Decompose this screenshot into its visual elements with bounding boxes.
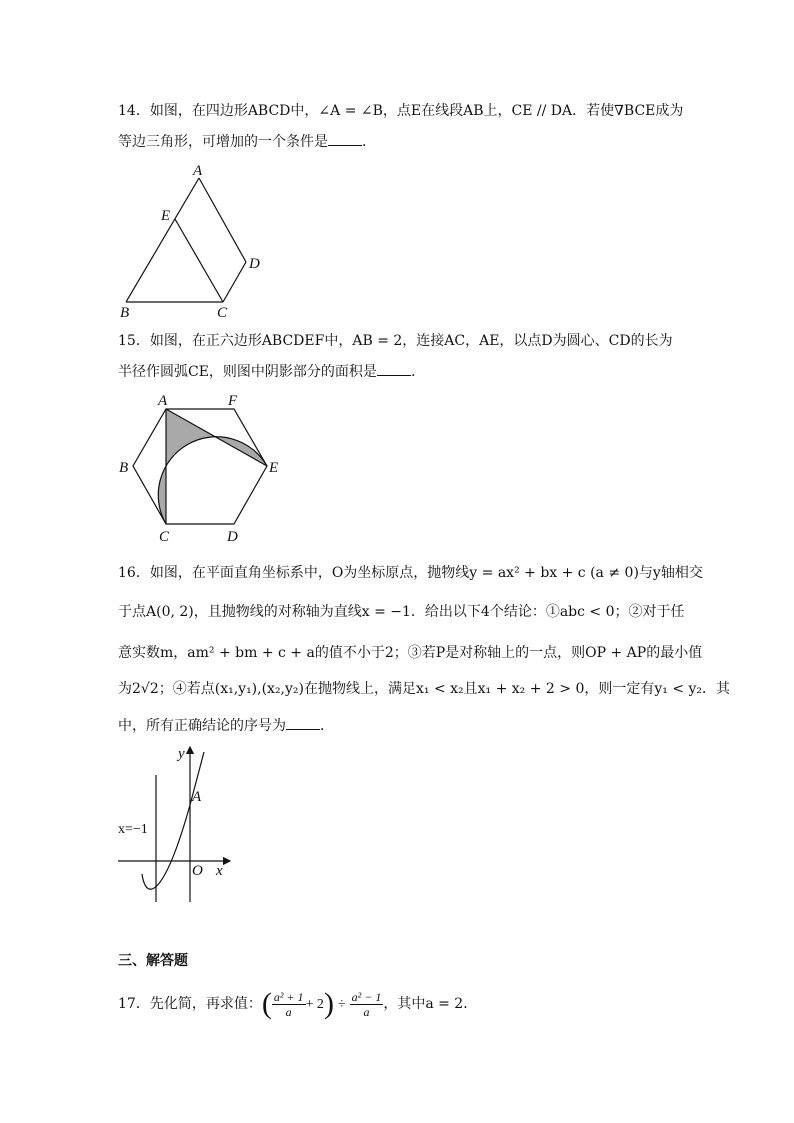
- q14-label-b: B: [120, 305, 130, 321]
- q15-figure: [114, 390, 294, 550]
- q16-text-line4: 为2√2；④若点(x₁,y₁),(x₂,y₂)在抛物线上，满足x₁ < x₂且x₁ + x₂ + 2 > 0，则一定有y₁ < y₂．其: [118, 681, 731, 697]
- q16-text-line5-body: 中，所有正确结论的序号为: [118, 718, 286, 734]
- q14-edge-ec: [175, 219, 223, 302]
- q17-frac2-numerator: a² − 1: [351, 989, 382, 1004]
- q17-frac1-denominator: a: [285, 1004, 292, 1019]
- q14-answer-blank[interactable]: [328, 133, 362, 146]
- q16-text-line5-end: ．: [320, 718, 334, 734]
- q15-label-d: D: [227, 529, 238, 545]
- q15-hexagon: [133, 409, 267, 524]
- q14-text-line2-end: ．: [362, 134, 376, 150]
- q15-text-line1: 15．如图，在正六边形ABCDEF中，AB = 2，连接AC，AE，以点D为圆心、CD的长为: [118, 333, 673, 349]
- q15-label-c: C: [159, 529, 170, 545]
- q16-text-line2: 于点A(0, 2)，且抛物线的对称轴为直线x = −1．给出以下4个结论：①abc < 0；②对于任: [118, 604, 685, 620]
- q14-edge-da: [199, 178, 246, 262]
- q16-label-axis: x=−1: [118, 822, 148, 837]
- q15-text-line2-body: 半径作圆弧CE，则图中阴影部分的面积是: [118, 364, 377, 380]
- q16-text-line1: 16．如图，在平面直角坐标系中，O为坐标原点，抛物线y = ax² + bx + c (a ≠ 0)与y轴相交: [118, 565, 703, 581]
- q15-label-f: F: [228, 393, 238, 409]
- q17-divide-sign: ÷: [337, 997, 346, 1012]
- q14-label-c: C: [217, 305, 228, 321]
- q14-text-line2-body: 等边三角形，可增加的一个条件是: [118, 134, 328, 150]
- q16-label-o: O: [192, 863, 203, 879]
- q16-label-y: y: [178, 746, 185, 762]
- q17-fraction-1: [272, 990, 306, 1019]
- q16-figure: [112, 742, 242, 907]
- q17-suffix: ，其中a = 2．: [383, 996, 478, 1012]
- q15-text-line2: [118, 362, 425, 382]
- q14-figure: [112, 160, 272, 322]
- q16-text-line5: [118, 716, 334, 736]
- q15-label-a: A: [158, 393, 168, 409]
- q14-edge-ab: [126, 178, 199, 302]
- q15-text-line2-end: ．: [410, 364, 425, 380]
- q14-text-line2: [118, 132, 376, 152]
- q16-answer-blank[interactable]: [286, 717, 320, 730]
- q14-edge-cd: [223, 262, 246, 302]
- q17-left-paren: (: [261, 987, 272, 1020]
- q15-label-e: E: [269, 460, 279, 476]
- q16-label-a: A: [192, 789, 202, 805]
- q14-label-e: E: [161, 208, 171, 224]
- q17-prefix: 17．先化简，再求值：: [118, 996, 262, 1012]
- q17-plus-two: + 2: [305, 997, 324, 1012]
- q14-label-a: A: [193, 163, 203, 179]
- q14-text-line1: 14．如图，在四边形ABCD中，∠A = ∠B，点E在线段AB上，CE // DA．若使∇BCE成为: [118, 103, 684, 119]
- section-title: 三、解答题: [118, 953, 188, 969]
- q16-text-line3: 意实数m，am² + bm + c + a的值不小于2；③若P是对称轴上的一点，则OP + AP的最小值: [118, 645, 703, 661]
- q16-label-x: x: [216, 863, 223, 879]
- q15-label-b: B: [119, 460, 129, 476]
- q17-text: [118, 986, 477, 1023]
- q14-label-d: D: [249, 256, 260, 272]
- q17-frac1-numerator: a² + 1: [273, 989, 304, 1004]
- q17-fraction-2: [350, 990, 384, 1019]
- q15-answer-blank[interactable]: [377, 363, 411, 376]
- q17-right-paren: ): [323, 987, 334, 1020]
- q17-frac2-denominator: a: [363, 1004, 370, 1019]
- q15-shaded-region: [158, 409, 267, 524]
